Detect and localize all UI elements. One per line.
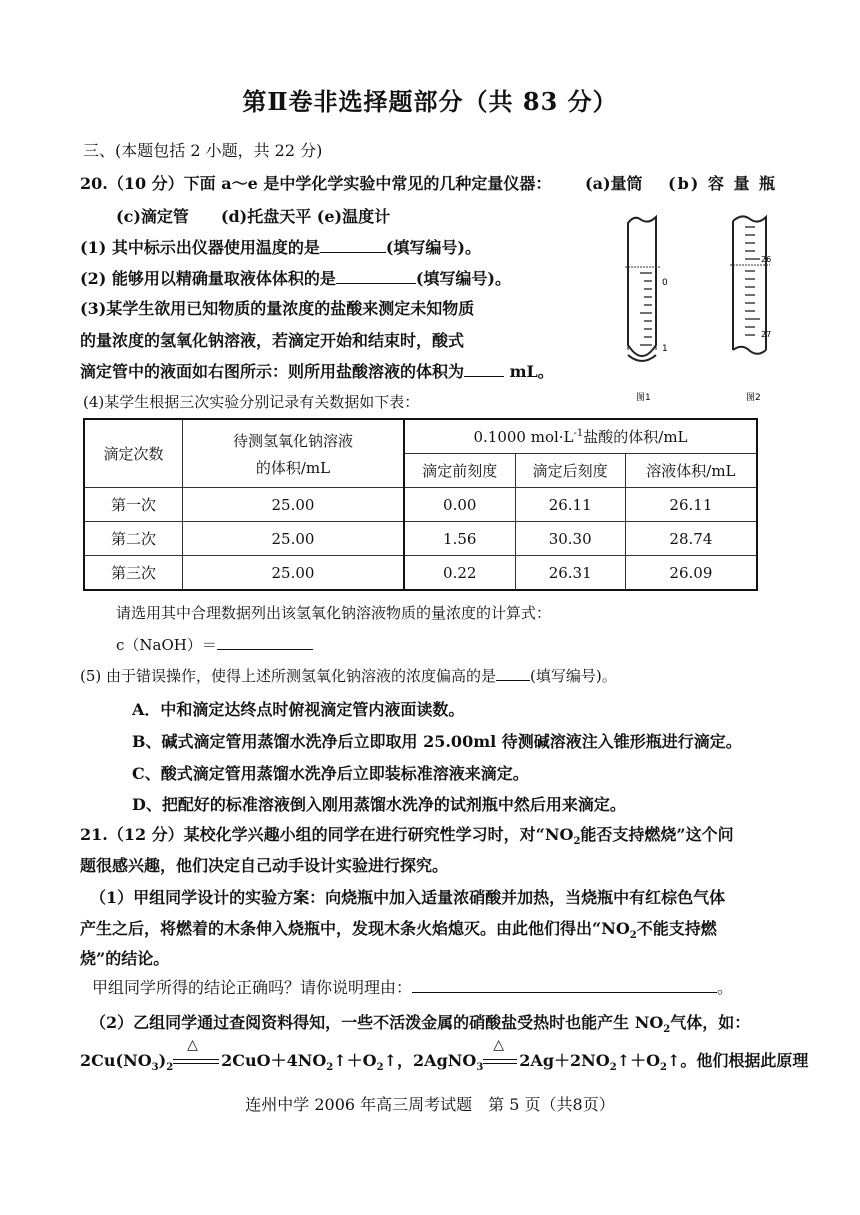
q20-part3-line1: (3)某学生欲用已知物质的量浓度的盐酸来测定未知物质 <box>80 299 475 318</box>
q21-line1-pre: 21.（12 分）某校化学兴趣小组的同学在进行研究性学习时，对“NO <box>80 825 574 844</box>
header-trial: 滴定次数 <box>84 419 183 488</box>
q21-part1-line3: 烧”的结论。 <box>80 949 170 968</box>
header-naoh-line1: 待测氢氧化钠溶液 <box>232 431 353 450</box>
subheader-after: 滴定后刻度 <box>515 454 625 488</box>
header-naoh <box>183 419 405 488</box>
calc-prompt: 请选用其中合理数据列出该氢氧化钠溶液物质的量浓度的计算式： <box>116 604 552 622</box>
q20-opt-b: (b) 容 量 瓶 <box>668 174 778 193</box>
eq2-rhs-sub2: 2 <box>660 1062 668 1074</box>
eq2-rhs: 2Ag＋2NO <box>519 1051 610 1070</box>
table-header-row <box>84 419 757 454</box>
eq2-rhs-sub: 2 <box>609 1062 617 1074</box>
fig2-mark-26: 26 <box>761 255 772 264</box>
eq2-arrow <box>483 1037 519 1070</box>
calc-expr-text: c（NaOH）＝ <box>116 636 217 654</box>
q21-line2: 题很感兴趣，他们决定自己动手设计实验进行探究。 <box>80 856 449 875</box>
header-hcl <box>404 419 757 454</box>
heat-symbol: △ <box>187 1037 198 1053</box>
calc-expression <box>116 634 313 655</box>
q20-part3-line3 <box>80 359 554 382</box>
table-cell: 第三次 <box>84 556 183 591</box>
table-cell: 第一次 <box>84 488 183 522</box>
q21-question-tail: 。 <box>717 978 734 997</box>
table-cell: 30.30 <box>515 522 625 556</box>
q21-part1-question <box>92 975 733 998</box>
q20-part4: (4)某学生根据三次实验分别记录有关数据如下表： <box>83 393 420 411</box>
q21-part1-line2 <box>80 916 717 941</box>
q21-part1-line2-post: 不能支持燃 <box>636 919 717 938</box>
table-cell: 1.56 <box>404 522 515 556</box>
eq2-lhs-sub: 3 <box>476 1062 484 1074</box>
q21-line1-sub: 2 <box>573 836 581 848</box>
q20-part3-text: 滴定管中的液面如右图所示：则所用盐酸溶液的体积为 <box>80 362 465 381</box>
eq1-lhs-sub: 3 <box>151 1062 159 1074</box>
titration-data-table <box>83 418 758 591</box>
header-hcl-sup: -1 <box>573 428 584 439</box>
q20-intro: 20.（10 分）下面 a～e 是中学化学实验中常见的几种定量仪器： <box>80 174 552 193</box>
option-b: B、碱式滴定管用蒸馏水洗净后立即取用 25.00ml 待测碱溶液注入锥形瓶进行滴定。 <box>132 732 742 751</box>
fig1-mark-1: 1 <box>662 344 668 354</box>
table-cell: 25.00 <box>183 488 405 522</box>
eq1-rhs-sub: 2 <box>326 1062 334 1074</box>
fig2-mark-27: 27 <box>761 330 772 339</box>
burette-fig2 <box>730 216 771 403</box>
answer-blank[interactable] <box>496 666 530 681</box>
q21-question-text: 甲组同学所得的结论正确吗？请你说明理由： <box>92 978 413 997</box>
answer-blank[interactable] <box>320 238 386 253</box>
page-title: 第Ⅱ卷非选择题部分（共 83 分） <box>242 87 618 116</box>
section-heading: 三、(本题包括 2 小题，共 22 分) <box>83 141 323 160</box>
subheader-volume: 溶液体积/mL <box>625 454 757 488</box>
answer-blank[interactable] <box>336 269 416 284</box>
q20-part1 <box>80 235 481 258</box>
q21-line1 <box>80 822 734 847</box>
q20-line2: (c)滴定管 (d)托盘天平 (e)温度计 <box>116 207 391 226</box>
header-hcl-post: 盐酸的体积/mL <box>583 428 688 446</box>
eq1-arrow <box>173 1037 221 1070</box>
q21-part1-line2-sub: 2 <box>629 930 637 942</box>
q20-part5 <box>80 665 617 686</box>
table-row <box>84 556 757 591</box>
eq2-rhs-post: ↑＋O <box>616 1051 661 1070</box>
q20-part2 <box>80 266 511 289</box>
table-cell: 0.00 <box>404 488 515 522</box>
eq2-lhs: 2AgNO <box>413 1051 477 1070</box>
answer-blank[interactable] <box>412 978 717 993</box>
eq1-lhs: 2Cu(NO <box>80 1051 152 1070</box>
header-naoh-line2: 的体积/mL <box>255 458 331 477</box>
q20-part3-tail: mL。 <box>509 362 554 381</box>
q21-part2-post: 气体，如： <box>670 1013 751 1032</box>
option-d: D、把配好的标准溶液倒入刚用蒸馏水洗净的试剂瓶中然后用来滴定。 <box>132 795 626 814</box>
table-cell: 26.31 <box>515 556 625 591</box>
option-a: A．中和滴定达终点时俯视滴定管内液面读数。 <box>132 700 465 719</box>
eq1-rhs-post: ↑＋O <box>333 1051 377 1070</box>
q21-part2-pre: （2）乙组同学通过查阅资料得知，一些不活泼金属的硝酸盐受热时也能产生 NO <box>90 1013 664 1032</box>
eq1-rhs: 2CuO＋4NO <box>221 1051 327 1070</box>
q20-part2-tail: (填写编号)。 <box>415 269 512 288</box>
q21-part1-line1: （1）甲组同学设计的实验方案：向烧瓶中加入适量浓硝酸并加热，当烧瓶中有红棕色气体 <box>90 888 726 907</box>
burette-fig1 <box>625 217 668 403</box>
table-cell: 26.11 <box>625 488 757 522</box>
table-cell: 0.22 <box>404 556 515 591</box>
table-cell: 第二次 <box>84 522 183 556</box>
q20-opt-a: (a)量筒 <box>585 174 643 193</box>
table-cell: 26.11 <box>515 488 625 522</box>
fig2-label: 图2 <box>746 393 761 403</box>
table-cell: 25.00 <box>183 522 405 556</box>
eq1-lhs-post: ) <box>158 1051 167 1070</box>
q21-part2-sub: 2 <box>663 1024 671 1036</box>
table-cell: 26.09 <box>625 556 757 591</box>
eq1-lhs-sub2: 2 <box>166 1062 174 1074</box>
page-footer: 连州中学 2006 年高三周考试题 第 5 页（共8页） <box>245 1095 615 1114</box>
eq2-rhs-end: ↑。他们根据此原理 <box>667 1051 809 1070</box>
equation-line <box>80 1037 809 1074</box>
q20-part5-tail: (填写编号)。 <box>530 667 617 685</box>
q21-part2-line1 <box>90 1010 750 1035</box>
q20-part2-text: (2) 能够用以精确量取液体体积的是 <box>80 269 336 288</box>
q21-line1-post: 能否支持燃烧”这个问 <box>580 825 734 844</box>
q20-part3-line2: 的量浓度的氢氧化钠溶液，若滴定开始和结束时，酸式 <box>80 331 465 350</box>
eq1-rhs-sub2: 2 <box>376 1062 384 1074</box>
q20-part1-tail: (填写编号)。 <box>385 238 482 257</box>
table-row <box>84 488 757 522</box>
table-cell: 25.00 <box>183 556 405 591</box>
q21-part1-line2-pre: 产生之后，将燃着的木条伸入烧瓶中，发现木条火焰熄灭。由此他们得出“NO <box>80 919 630 938</box>
header-hcl-pre: 0.1000 mol·L <box>473 428 574 446</box>
heat-symbol: △ <box>493 1037 505 1053</box>
burette-figure <box>600 205 785 405</box>
q20-part1-text: (1) 其中标示出仪器使用温度的是 <box>80 238 320 257</box>
table-cell: 28.74 <box>625 522 757 556</box>
q20-part5-text: (5) 由于错误操作，使得上述所测氢氧化钠溶液的浓度偏高的是 <box>80 667 497 685</box>
fig1-mark-0: 0 <box>662 278 668 288</box>
q20-line1 <box>80 171 551 194</box>
answer-blank[interactable] <box>217 635 313 650</box>
subheader-before: 滴定前刻度 <box>404 454 515 488</box>
eq1-rhs-end: ↑， <box>383 1051 414 1070</box>
table-row <box>84 522 757 556</box>
answer-blank[interactable] <box>464 362 504 377</box>
fig1-label: 图1 <box>636 393 651 403</box>
option-c: C、酸式滴定管用蒸馏水洗净后立即装标准溶液来滴定。 <box>132 764 529 783</box>
